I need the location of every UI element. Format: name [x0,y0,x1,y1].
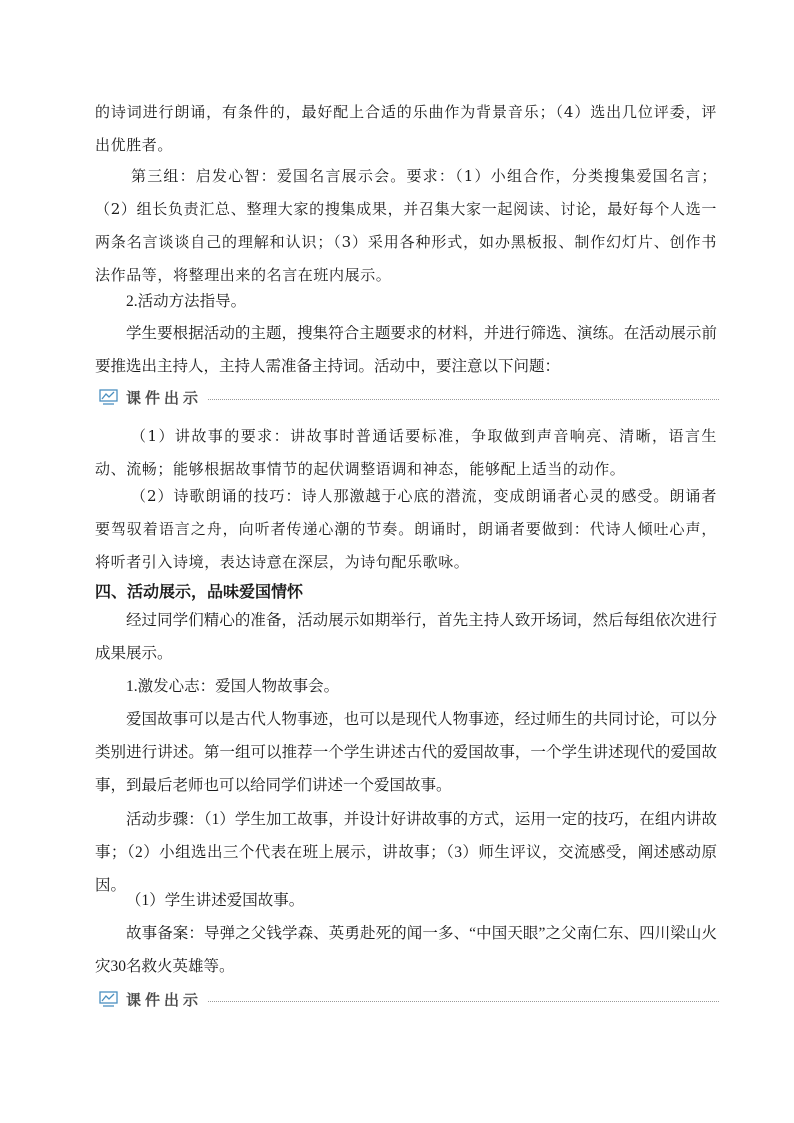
paragraph-activity-display: 经过同学们精心的准备，活动展示如期举行，首先主持人致开场词，然后每组依次进行成果展示。 [95,612,717,662]
chart-icon [99,389,118,405]
courseware-label: 课件出示 [126,388,203,407]
paragraph-students-tell-stories: （1）学生讲述爱国故事。 [126,892,305,909]
section-patriot-story-meeting: 1.激发心志：爱国人物故事会。 [126,678,340,695]
courseware-label: 课件出示 [126,990,203,1009]
chart-icon [99,991,118,1007]
courseware-banner-2 [99,988,719,1010]
courseware-banner-1 [99,386,719,408]
paragraph-group-three: 第三组：启发心智：爱国名言展示会。要求：（1）小组合作，分类搜集爱国名言；（2）组长负责汇总、整理大家的搜集成果，并召集大家一起阅读、讨论，最好每个人选一两条名言谈谈自己的理解和认识；（3）采用各种形式，如办黑板报、制作幻灯片、创作书法作品等，将整理出来的名言在班内展示。 [95,167,717,284]
dotted-divider [208,399,719,400]
paragraph-story-list: 故事备案：导弹之父钱学森、英勇赴死的闻一多、“中国天眼”之父南仁东、四川梁山火灾30名救火英雄等。 [95,925,717,975]
section-heading-four: 四、活动展示，品味爱国情怀 [95,582,304,601]
paragraph-method-guidance: 学生要根据活动的主题，搜集符合主题要求的材料，并进行筛选、演练。在活动展示前要推选出主持人，主持人需准备主持词。活动中，要注意以下问题： [95,325,717,375]
paragraph-patriotic-stories: 爱国故事可以是古代人物事迹，也可以是现代人物事迹，经过师生的共同讨论，可以分类别进行讲述。第一组可以推荐一个学生讲述古代的爱国故事，一个学生讲述现代的爱国故事，到最后老师也可以给同学们讲述一个爱国故事。 [95,711,717,794]
paragraph-poetry-recital-end: 的诗词进行朗诵，有条件的，最好配上合适的乐曲作为背景音乐；（4）选出几位评委，评出优胜者。 [95,103,717,154]
paragraph-activity-steps: 活动步骤：（1）学生加工故事，并设计好讲故事的方式，运用一定的技巧，在组内讲故事；（2）小组选出三个代表在班上展示，讲故事；（3）师生评议，交流感受，阐述感动原因。 [95,811,717,894]
paragraph-recitation-tips: （2）诗歌朗诵的技巧：诗人那激越于心底的潜流，变成朗诵者心灵的感受。朗诵者要驾驭着语言之舟，向听者传递心潮的节奏。朗诵时，朗诵者要做到：代诗人倾吐心声，将听者引入诗境，表达诗意在深层，为诗句配乐歌咏。 [95,487,717,571]
paragraph-storytelling-requirements: （1）讲故事的要求：讲故事时普通话要标准，争取做到声音响亮、清晰，语言生动、流畅；能够根据故事情节的起伏调整语调和神态，能够配上适当的动作。 [95,427,717,478]
dotted-divider [208,1001,719,1002]
section-activity-method: 2.活动方法指导。 [126,293,247,310]
